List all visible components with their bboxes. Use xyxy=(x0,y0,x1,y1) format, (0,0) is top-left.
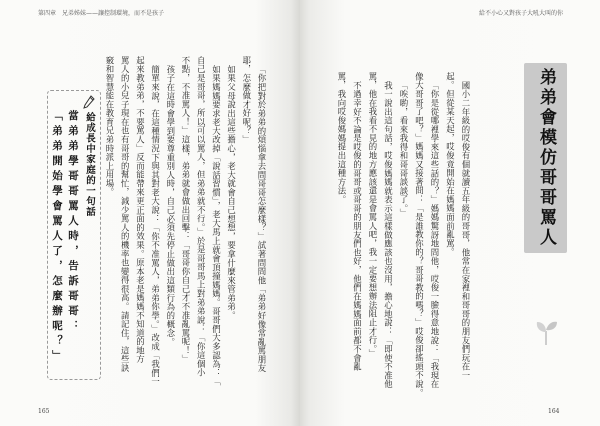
text-line: 不過幸好不論是哎俊的哥哥或哥哥的朋友們也好，他們在媽媽面前都不會亂 xyxy=(352,80,363,371)
text-line: 像大哥哥了吧？」媽媽又接著問：「是誰教你的？哥哥教的嗎？」哎俊卻搖頭不說。 xyxy=(414,72,425,398)
text-line: 國小二年級的哎俊有個就讀五年級的哥哥，他常在家裡和哥哥的朋友們玩在一 xyxy=(461,80,471,380)
section-title: 弟弟會模仿哥哥罵人 xyxy=(536,68,556,248)
text-line: 「唉喲，看來我得和哥哥談談了。」 xyxy=(399,80,409,218)
text-line: 耶，怎麼做才好呢？」 xyxy=(241,56,252,144)
text-line: 不點，不准罵人！」這樣，弟弟就會做出回擊：「哥哥你自己才不准亂罵呢！」 xyxy=(181,56,191,364)
text-line: 罵人的小兒子現在也有哥哥的幫忙，減少罵人的機率也變得很高。請記住，這些訣 xyxy=(120,56,131,373)
text-line: 我一說出這句話，哎俊媽媽就表示這樣做應該也沒用，擔心地說：「即使不准他 xyxy=(383,80,394,389)
text-line: 自己是哥哥，所以可以罵人，但弟弟就不行。」於是哥哥馬上對弟弟說：「你這個小 xyxy=(196,56,207,378)
text-line: 如果媽媽要求老大改掉「說話習慣」，老大馬上就會頂撞媽媽。哥哥們大多認為：「 xyxy=(211,64,222,386)
pencil-icon xyxy=(83,95,95,109)
text-line: 起來教弟弟，不要罵人」反而能帶來更正面的效果。原本老是媽媽不知道的地方 xyxy=(135,56,146,364)
tip-box-heading: 給成長中家庭的一句話 xyxy=(84,112,95,217)
text-line: 孩子在這時會學到要尊重別人時，自己必須先停止做出這類行為的概念。 xyxy=(165,64,176,347)
text-line: 起。但從某天起，哎俊竟開始在媽媽面前亂罵。 xyxy=(445,72,456,257)
text-line: 如果父母說出這些擔心，老大就會自己想想，要拿什麼來管弟弟。 xyxy=(226,64,237,320)
text-line: 竅和智慧能在教育兄弟時派上用場。 xyxy=(105,56,115,197)
tip-box-line: 當弟弟學哥哥罵人時，告訴哥哥： xyxy=(67,110,79,335)
text-line: 「你把對於弟弟的煩惱拿去問哥哥怎麼樣？」試著問問他「弟弟好像常亂罵朋友 xyxy=(257,64,267,373)
running-header-right: 給不小心又對孩子大吼大叫的你 xyxy=(478,10,563,17)
text-line: 罵，我向哎俊媽媽提出這種方法。 xyxy=(337,72,347,204)
text-line: 簡單來說，在這種情況下與其對老大說：「你不准罵人，弟弟你學。」改成「我們一 xyxy=(150,64,161,386)
sprout-icon xyxy=(534,318,558,346)
page-number-right: 164 xyxy=(548,408,560,415)
text-line: 罵，他在我看不見的地方應該還是會罵人吧，我一定要想辦法阻止才行。」 xyxy=(368,72,378,358)
text-line: 「你是從哪裡學來這些話的？」媽媽驚訝地問他，哎俊一臉得意地說：「我現在 xyxy=(430,80,440,389)
running-header-left: 第四章 兄弟姊妹——讓控制環境，而不是孩子 xyxy=(38,10,165,17)
page-number-left: 165 xyxy=(38,408,50,415)
tip-box-line: 「弟弟開始學會罵人了，怎麼辦呢？」 xyxy=(51,110,63,365)
